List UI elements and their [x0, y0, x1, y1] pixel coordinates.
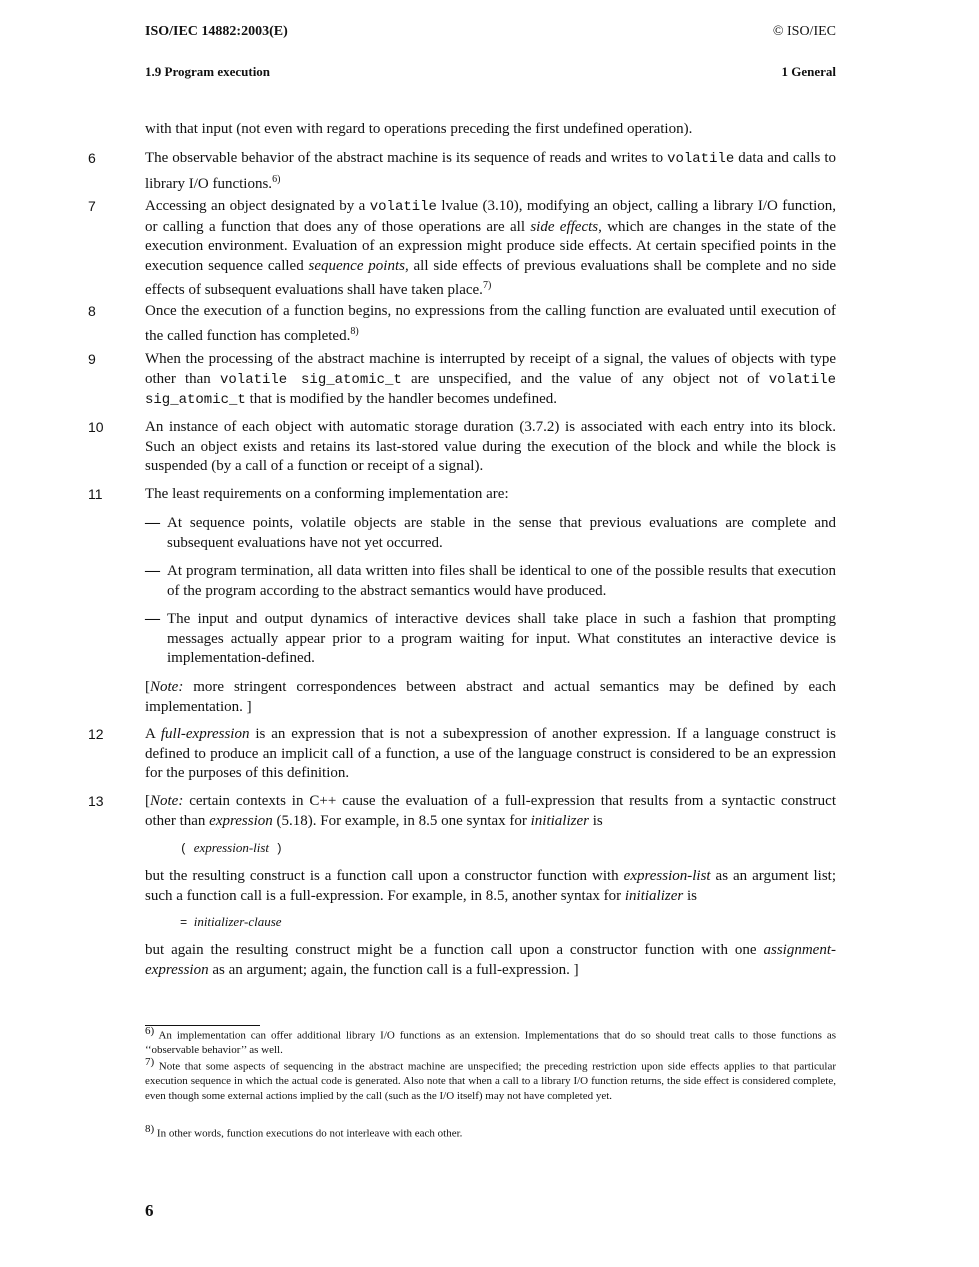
note-paragraph: [Note: more stringent correspondences between abstract and actual semantics may be defined by each implementation. ]	[145, 679, 836, 715]
footnote-mark: 7)	[145, 1056, 155, 1068]
footnote-8: 8) In other words, function executions do not interleave with each other.	[145, 1123, 463, 1140]
paragraph-13-continued: but the resulting construct is a function call upon a constructor function with expression-list as an argument list; such a function call is a full-expression. For example, in 8.5, another syntax for initializer is	[145, 868, 836, 904]
footnote-ref-6: 6)	[272, 173, 281, 185]
footnote-mark: 8)	[145, 1123, 155, 1135]
code-volatile-sig-atomic: volatile sig_atomic_t	[219, 371, 402, 388]
list-item: — At sequence points, volatile objects are stable in the sense that previous evaluations are complete and subsequent evaluations have not yet occurred.	[145, 515, 836, 551]
grammar-production-1: ( expression-list )	[180, 840, 283, 856]
paragraph-9: When the processing of the abstract machine is interrupted by receipt of a signal, the values of objects with type other than volatile sig_atomic_t are unspecified, and the value of any object not of volatile sig_atomic_t that is modified by the handler becomes undefined.	[145, 351, 836, 408]
paragraph-10: An instance of each object with automatic storage duration (3.7.2) is associated with each entry into its block. Such an object exists and retains its last-stored value during the execution of the block and while the block is suspended (by a call of a function or receipt of a signal).	[145, 419, 836, 474]
dash-bullet: —	[145, 611, 160, 627]
footnote-ref-8: 8)	[350, 325, 359, 337]
footnote-7: 7) Note that some aspects of sequencing in the abstract machine are unspecified; the preceding restriction upon side effects applies to that particular execution sequence in which the actual code is generated. Also note that when a call to a library I/O function returns, the side effect is considered complete, even though some external actions implied by the call (such as the I/O itself) may not have completed yet.	[145, 1056, 837, 1102]
list-item: — The input and output dynamics of interactive devices shall take place in such a fashion that prompting messages actually appear prior to a program waiting for input. What constitutes an interactive device is implementation-defined.	[145, 611, 836, 666]
paragraph-13: [Note: certain contexts in C++ cause the evaluation of a full-expression that results from a syntactic construct other than expression (5.18). For example, in 8.5 one syntax for initializer is	[145, 793, 836, 829]
paragraph-number-9: 9	[88, 351, 96, 367]
paragraph-8: Once the execution of a function begins, no expressions from the calling function are evaluated until execution of the called function has completed.$^{8)}$	[145, 303, 836, 344]
section-heading: 1.9 Program execution	[145, 64, 271, 79]
paragraph-11: The least requirements on a conforming implementation are:	[145, 486, 509, 502]
paragraph-12: A full-expression is an expression that is not a subexpression of another expression. If a language construct is defined to produce an implicit call of a function, a use of the language construct is considered to be an expression for the purposes of this definition.	[145, 726, 836, 781]
paragraph-13-end: but again the resulting construct might be a function call upon a constructor function with one assignment-expression as an argument; again, the function call is a full-expression. ]	[145, 942, 836, 978]
copyright: © ISO/IEC	[772, 24, 836, 39]
code-volatile: volatile	[667, 151, 735, 167]
list-item: — At program termination, all data written into files shall be identical to one of the possible results that execution of the program according to the abstract semantics would have produced.	[145, 563, 836, 599]
paragraph-number-8: 8	[88, 303, 96, 319]
dash-bullet: —	[145, 515, 160, 531]
footnote-ref-7: 7)	[482, 280, 492, 291]
paragraph-7: Accessing an object designated by a volatile lvalue (3.10), modifying an object, calling a library I/O function, or calling a function that does any of those operations are all side effects, which are changes in the state of the execution environment. Evaluation of an expression might produce side effects. At certain specified points in the execution sequence called sequence points, all side effects of previous evaluations shall be complete and no side effects of subsequent evaluations shall have taken place.$^{7)}$	[145, 198, 837, 298]
code-volatile: volatile	[369, 199, 437, 215]
paragraph-6: The observable behavior of the abstract machine is its sequence of reads and writes to volatile data and calls to library I/O functions.$^{6)}$	[145, 150, 837, 192]
footnote-6: 6) An implementation can offer additional library I/O functions as an extension. Implementations that do so should treat calls to those functions as ‘‘observable behavior’’ as well.	[145, 1025, 836, 1057]
paragraph-number-11: 11	[88, 486, 103, 502]
grammar-production-2: = initializer-clause	[180, 914, 282, 930]
paragraph-number-13: 13	[88, 793, 104, 809]
code-volatile-sig-atomic: volatile sig_atomic_t	[145, 371, 836, 408]
paragraph-number-6: 6	[88, 150, 96, 166]
dash-bullet: —	[145, 563, 160, 579]
chapter-heading: 1 General	[781, 64, 836, 79]
paragraph-number-12: 12	[88, 726, 104, 742]
document-id: ISO/IEC 14882:2003(E)	[145, 24, 288, 39]
footnote-mark: 6)	[145, 1025, 155, 1037]
paragraph-number-10: 10	[88, 419, 104, 435]
intro-line: with that input (not even with regard to operations preceding the first undefined operation).	[145, 121, 693, 137]
paragraph-number-7: 7	[88, 198, 96, 214]
page-number: 6	[145, 1201, 154, 1220]
